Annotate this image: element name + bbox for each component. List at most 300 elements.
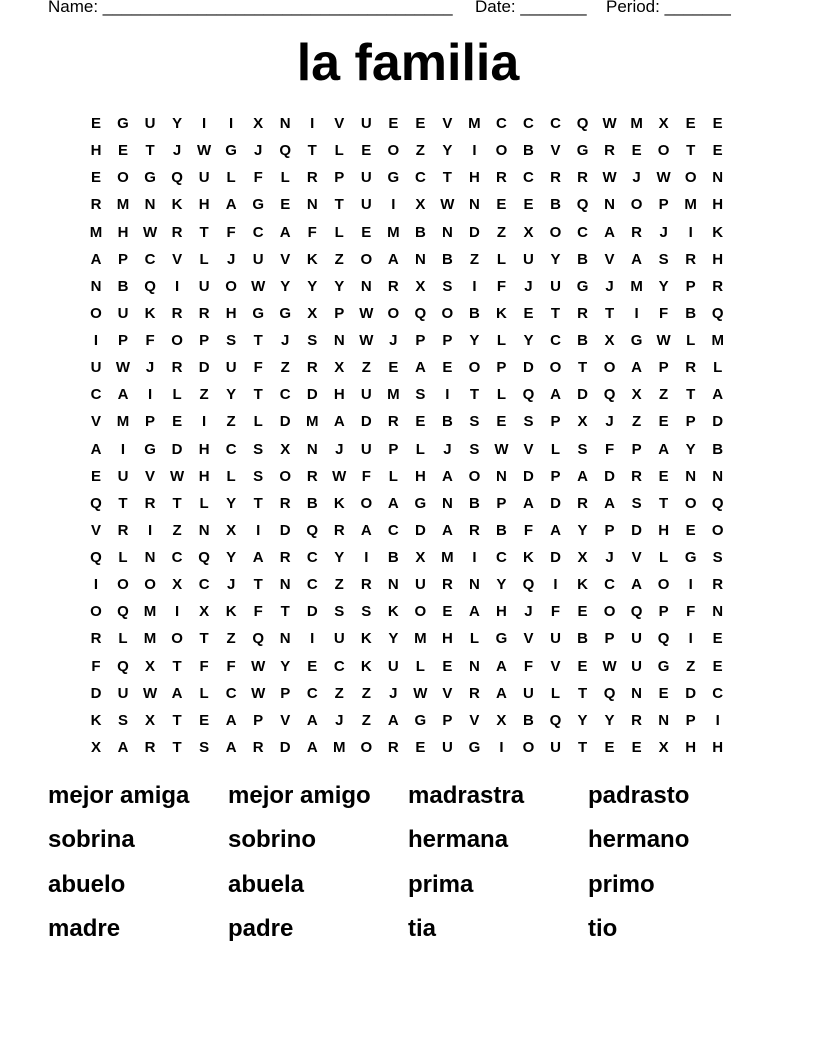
grid-letter: O [441,304,454,322]
grid-letter: K [360,657,372,675]
grid-letter: N [198,521,210,539]
page-title: la familia [296,34,520,92]
grid-letter: T [659,494,669,512]
grid-letter: S [118,711,129,729]
grid-row [84,655,738,682]
grid-letter: U [550,738,561,756]
grid-letter: B [414,223,426,241]
grid-letter: E [415,115,426,132]
grid-letter: G [468,738,481,756]
grid-letter: K [306,250,318,268]
grid-letter: A [360,521,372,539]
grid-letter: W [169,467,185,485]
grid-row [84,682,738,709]
grid-letter: T [172,738,182,756]
grid-letter: Y [496,576,507,594]
grid-letter: A [631,576,643,594]
grid-letter: D [712,413,724,431]
grid-letter: D [90,684,102,702]
grid-letter: V [145,467,156,485]
grid-letter: U [360,169,372,187]
grid-letter: E [712,657,723,675]
grid-letter: O [360,738,373,756]
grid-letter: X [496,711,507,729]
grid-letter: O [225,277,237,295]
grid-letter: R [90,196,102,214]
grid-letter: M [305,413,319,431]
grid-letter: X [523,223,534,241]
grid-letter: J [605,277,614,295]
grid-letter: Y [280,657,291,675]
grid-letter: L [496,332,507,349]
grid-letter: O [522,738,535,756]
grid-letter: E [712,115,723,132]
grid-row [84,329,738,356]
grid-letter: S [523,413,534,431]
grid-letter: P [658,196,669,214]
grid-letter: M [630,115,643,132]
grid-letter: F [307,223,317,241]
grid-letter: Q [117,657,129,675]
grid-letter: H [198,467,210,485]
grid-letter: E [199,711,210,729]
word-list-item: abuelo [48,871,126,898]
grid-letter: T [199,223,209,241]
grid-letter: Z [469,250,479,268]
grid-letter: E [685,115,696,132]
header [48,0,768,19]
grid-letter: Q [576,115,589,132]
grid-letter: T [172,711,182,729]
grid-letter: E [604,738,615,756]
grid-letter: R [631,467,643,485]
grid-letter: T [253,576,263,594]
grid-letter: W [440,196,455,214]
grid-letter: Y [388,630,399,648]
grid-letter: Z [334,250,344,268]
grid-letter: I [202,115,207,132]
grid-letter: I [364,549,369,566]
grid-letter: I [472,549,477,566]
grid-letter: M [116,196,130,214]
grid-letter: N [279,576,291,594]
grid-letter: G [117,115,129,132]
grid-letter: L [686,332,696,349]
grid-letter: R [550,169,561,187]
grid-letter: G [495,630,508,648]
grid-letter: E [631,142,642,160]
grid-letter: M [414,630,427,648]
grid-letter: U [523,250,534,268]
grid-letter: N [712,603,724,621]
grid-letter: F [226,657,236,675]
grid-letter: J [389,332,398,349]
grid-letter: M [116,413,130,431]
grid-letter: U [631,657,643,675]
grid-letter: R [577,304,588,322]
grid-letter: H [496,603,507,621]
grid-letter: W [494,440,509,458]
grid-letter: E [658,413,669,431]
grid-letter: N [387,576,399,594]
grid-letter: T [280,603,290,621]
grid-letter: A [306,711,318,729]
grid-letter: W [251,684,266,702]
grid-letter: X [172,576,183,594]
grid-letter: P [280,684,291,702]
grid-letter: D [523,359,534,377]
grid-letter: R [712,576,724,594]
grid-letter: W [115,359,131,377]
grid-letter: J [605,413,614,431]
grid-letter: A [90,440,102,458]
grid-letter: Q [522,576,535,594]
grid-letter: V [442,115,453,132]
grid-letter: F [523,657,534,675]
grid-letter: G [225,142,237,160]
grid-letter: F [686,603,696,621]
grid-letter: I [445,386,450,404]
grid-letter: Y [604,711,615,729]
grid-letter: W [359,332,374,349]
grid-letter: N [712,467,724,485]
grid-letter: R [171,304,183,322]
grid-letter: E [415,738,426,756]
grid-letter: C [414,169,426,187]
word-list-item: tia [408,915,437,942]
grid-letter: R [577,169,588,187]
grid-row [84,600,738,627]
grid-letter: T [577,359,588,377]
grid-letter: A [712,386,724,404]
grid-letter: L [713,359,723,377]
grid-letter: I [256,521,261,539]
grid-letter: U [117,467,129,485]
grid-letter: Y [172,115,183,132]
grid-letter: D [279,738,291,756]
grid-letter: P [496,359,507,377]
grid-row [84,248,738,275]
grid-letter: A [225,711,237,729]
grid-letter: Y [523,332,534,349]
grid-letter: Q [171,169,183,187]
word-list-item: sobrino [228,826,316,853]
grid-letter: K [496,304,507,322]
grid-letter: O [468,467,481,485]
grid-letter: W [656,169,671,187]
grid-letter: D [171,440,183,458]
grid-letter: C [550,115,561,132]
grid-letter: F [199,657,209,675]
grid-letter: I [472,142,477,160]
grid-letter: W [656,332,671,349]
grid-letter: I [147,521,153,539]
grid-letter: M [630,277,643,295]
grid-letter: I [229,115,234,132]
grid-letter: L [334,142,344,160]
grid-letter: X [307,304,318,322]
grid-letter: L [496,386,507,404]
word-search-grid [84,112,738,763]
grid-letter: I [174,603,180,621]
grid-letter: C [387,521,399,539]
grid-letter: E [631,738,642,756]
grid-letter: A [117,386,129,404]
grid-letter: H [198,440,210,458]
grid-letter: J [226,250,236,268]
grid-letter: T [172,657,182,675]
grid-row [84,465,738,492]
grid-letter: Z [334,684,344,702]
grid-letter: O [684,494,697,512]
grid-letter: N [414,250,426,268]
grid-letter: J [226,576,236,594]
grid-letter: I [202,413,207,431]
grid-letter: R [252,738,264,756]
grid-letter: C [712,684,724,702]
grid-letter: R [441,576,453,594]
grid-letter: W [197,142,212,160]
grid-letter: L [280,169,290,187]
grid-letter: P [415,332,426,349]
grid-letter: Y [658,277,669,295]
grid-letter: C [198,576,210,594]
grid-letter: Z [361,684,371,702]
grid-letter: K [90,711,102,729]
grid-letter: U [90,359,102,377]
grid-letter: K [171,196,183,214]
grid-letter: L [415,657,425,675]
date-field-label: Date: _______ [475,0,587,16]
grid-letter: A [387,711,399,729]
grid-letter: X [145,711,156,729]
grid-letter: T [253,386,263,404]
grid-letter: E [577,603,588,621]
grid-letter: A [550,386,561,404]
grid-letter: X [280,440,291,458]
grid-letter: M [684,196,697,214]
grid-row [84,519,738,546]
grid-letter: J [632,169,641,187]
grid-letter: U [360,196,372,214]
grid-letter: X [577,549,588,566]
grid-letter: A [333,413,345,431]
grid-letter: N [685,467,697,485]
grid-letter: I [147,386,153,404]
grid-letter: T [145,142,155,160]
grid-row [84,709,738,736]
grid-letter: Q [198,549,210,566]
grid-letter: I [634,304,639,322]
grid-letter: B [550,196,561,214]
grid-letter: Q [252,630,264,648]
grid-letter: T [253,332,263,349]
grid-letter: H [441,630,453,648]
grid-letter: B [468,494,480,512]
grid-letter: C [252,223,264,241]
grid-letter: P [604,521,615,539]
grid-letter: Q [657,630,670,648]
grid-letter: P [388,440,399,458]
grid-letter: R [387,277,399,295]
grid-letter: X [145,657,156,675]
grid-letter: D [550,549,561,566]
grid-letter: A [387,494,399,512]
grid-letter: X [334,359,345,377]
grid-letter: S [712,549,723,566]
grid-letter: U [550,630,561,648]
grid-letter: R [171,223,183,241]
grid-letter: U [360,115,372,132]
grid-letter: M [441,549,454,566]
grid-letter: Z [361,359,371,377]
grid-letter: H [658,521,670,539]
grid-letter: O [468,359,481,377]
grid-letter: R [685,359,697,377]
grid-letter: I [688,576,693,594]
word-list-item: mejor amigo [228,782,371,809]
grid-letter: P [685,711,696,729]
grid-letter: R [685,250,697,268]
grid-letter: B [577,332,588,349]
grid-letter: U [198,277,210,295]
grid-letter: P [685,413,696,431]
grid-letter: L [415,440,425,458]
word-list-item: mejor amiga [48,782,190,809]
grid-letter: J [172,142,182,160]
grid-letter: Q [144,277,156,295]
grid-row [84,139,738,166]
grid-letter: R [387,413,399,431]
grid-letter: J [443,440,452,458]
grid-letter: A [414,359,426,377]
grid-letter: C [306,576,318,594]
grid-letter: Y [577,711,588,729]
grid-letter: A [550,521,561,539]
grid-letter: T [334,196,344,214]
grid-letter: D [306,386,318,404]
grid-letter: R [468,521,480,539]
word-list-item: abuela [228,871,305,898]
grid-letter: W [251,277,266,295]
grid-letter: Q [603,684,616,702]
grid-letter: C [90,386,102,404]
grid-letter: Z [226,413,236,431]
grid-letter: N [658,711,670,729]
grid-letter: J [389,684,398,702]
grid-letter: F [253,169,263,187]
grid-letter: B [441,413,453,431]
grid-letter: I [310,630,315,648]
grid-row [84,166,738,193]
grid-letter: Q [414,304,427,322]
grid-letter: V [280,711,291,729]
grid-letter: E [442,657,453,675]
grid-letter: B [712,440,724,458]
grid-letter: F [550,603,561,621]
grid-letter: G [252,196,264,214]
grid-letter: O [711,521,724,539]
grid-letter: G [387,169,400,187]
grid-letter: R [631,223,643,241]
grid-letter: Y [334,549,345,566]
grid-letter: E [307,657,318,675]
grid-letter: U [360,440,372,458]
grid-letter: J [335,440,344,458]
grid-letter: B [577,630,588,648]
grid-letter: P [550,413,561,431]
word-list-item: primo [588,871,655,898]
grid-letter: G [684,549,697,566]
grid-letter: V [469,711,480,729]
grid-letter: K [577,576,588,594]
grid-letter: Z [280,359,290,377]
grid-row [84,275,738,302]
grid-letter: L [118,630,128,648]
grid-letter: L [118,549,128,566]
grid-letter: L [253,413,263,431]
grid-letter: D [685,684,697,702]
grid-letter: L [172,386,182,404]
name-field-label: Name: _____________________________________ [48,0,453,16]
grid-letter: S [226,332,237,349]
grid-letter: N [333,332,345,349]
grid-letter: O [90,603,102,621]
grid-letter: A [604,223,615,241]
grid-letter: I [472,277,477,295]
grid-letter: E [496,413,507,431]
grid-letter: R [144,738,156,756]
grid-letter: F [253,359,263,377]
grid-letter: S [307,332,318,349]
grid-letter: Y [226,386,237,404]
grid-letter: T [686,142,696,160]
grid-letter: T [550,304,561,322]
grid-letter: D [631,521,643,539]
grid-letter: L [226,169,236,187]
grid-letter: E [90,467,101,485]
grid-letter: E [442,359,453,377]
grid-letter: Z [632,413,642,431]
grid-letter: P [145,413,156,431]
grid-letter: W [142,684,158,702]
grid-row [84,356,738,383]
grid-letter: S [577,440,588,458]
grid-letter: S [469,440,480,458]
grid-letter: Y [226,494,237,512]
grid-letter: X [199,603,210,621]
grid-letter: P [658,359,669,377]
grid-letter: W [602,169,617,187]
grid-letter: U [523,684,534,702]
grid-letter: L [550,684,561,702]
grid-letter: A [90,250,102,268]
grid-letter: Y [442,142,453,160]
grid-letter: D [279,413,291,431]
grid-letter: U [198,169,210,187]
grid-letter: I [120,440,126,458]
grid-letter: I [391,196,396,214]
grid-letter: E [712,142,723,160]
grid-letter: J [524,603,533,621]
grid-letter: N [279,115,291,132]
grid-letter: V [604,250,615,268]
grid-letter: Q [117,603,129,621]
grid-letter: Q [279,142,292,160]
grid-letter: C [144,250,156,268]
grid-letter: A [523,494,534,512]
grid-letter: J [659,223,668,241]
